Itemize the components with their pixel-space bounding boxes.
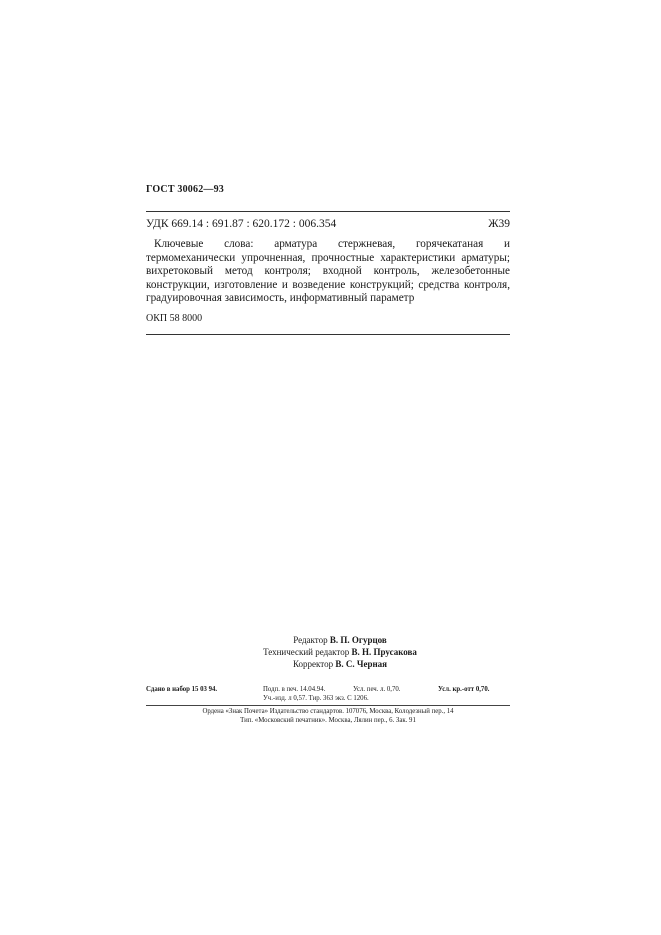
publisher-line: Ордена «Знак Почета» Издательство стандартов. 107076, Москва, Колодезный пер., 14 <box>202 708 454 715</box>
okp-code: ОКП 58 8000 <box>146 313 203 324</box>
credits-block <box>200 634 480 670</box>
imprint-block <box>146 708 510 725</box>
keywords-paragraph: Ключевые слова: арматура стержневая, горячекатаная и термомеханически упрочненная, прочностные характеристики арматуры; вихретоковый метод контроля; входной контроль, железобетонные конструкции, изготовление и возведение конструкций; средства контроля, градуировочная зависимость, информативный параметр <box>146 238 510 304</box>
editor-line <box>200 634 480 646</box>
gost-code: ГОСТ 30062—93 <box>146 184 225 195</box>
top-divider <box>146 211 510 212</box>
printer-line: Тип. «Московский печатник». Москва, Лялин пер., 6. Зак. 91 <box>240 716 416 724</box>
signed-date: Подп. в печ. 14.04.94. <box>263 686 326 693</box>
group-code: Ж39 <box>488 218 510 230</box>
udk-code: УДК 669.14 : 691.87 : 620.172 : 006.354 <box>146 218 337 230</box>
conv-ink: Усл. кр.-отт 0,70. <box>438 686 490 693</box>
publication-row <box>146 686 510 695</box>
proofreader-name: В. С. Черная <box>335 659 388 669</box>
proofreader-label: Корректор <box>292 659 334 669</box>
editor-name: В. П. Огурцов <box>329 635 387 645</box>
tech-editor-label: Технический редактор <box>263 647 350 657</box>
edition-info: Уч.-изд. л 0,57. Тир. 363 экз. С 1206. <box>263 695 369 702</box>
publication-info <box>146 686 510 704</box>
conv-sheets: Усл. печ. л. 0,70. <box>353 686 401 693</box>
submitted-date: Сдано в набор 15 03 94. <box>146 686 218 693</box>
tech-editor-line <box>200 646 480 658</box>
editor-label: Редактор <box>293 635 328 645</box>
bottom-divider <box>146 334 510 335</box>
proofreader-line <box>200 658 480 670</box>
imprint-divider <box>146 705 510 706</box>
tech-editor-name: В. Н. Прусакова <box>351 647 417 657</box>
